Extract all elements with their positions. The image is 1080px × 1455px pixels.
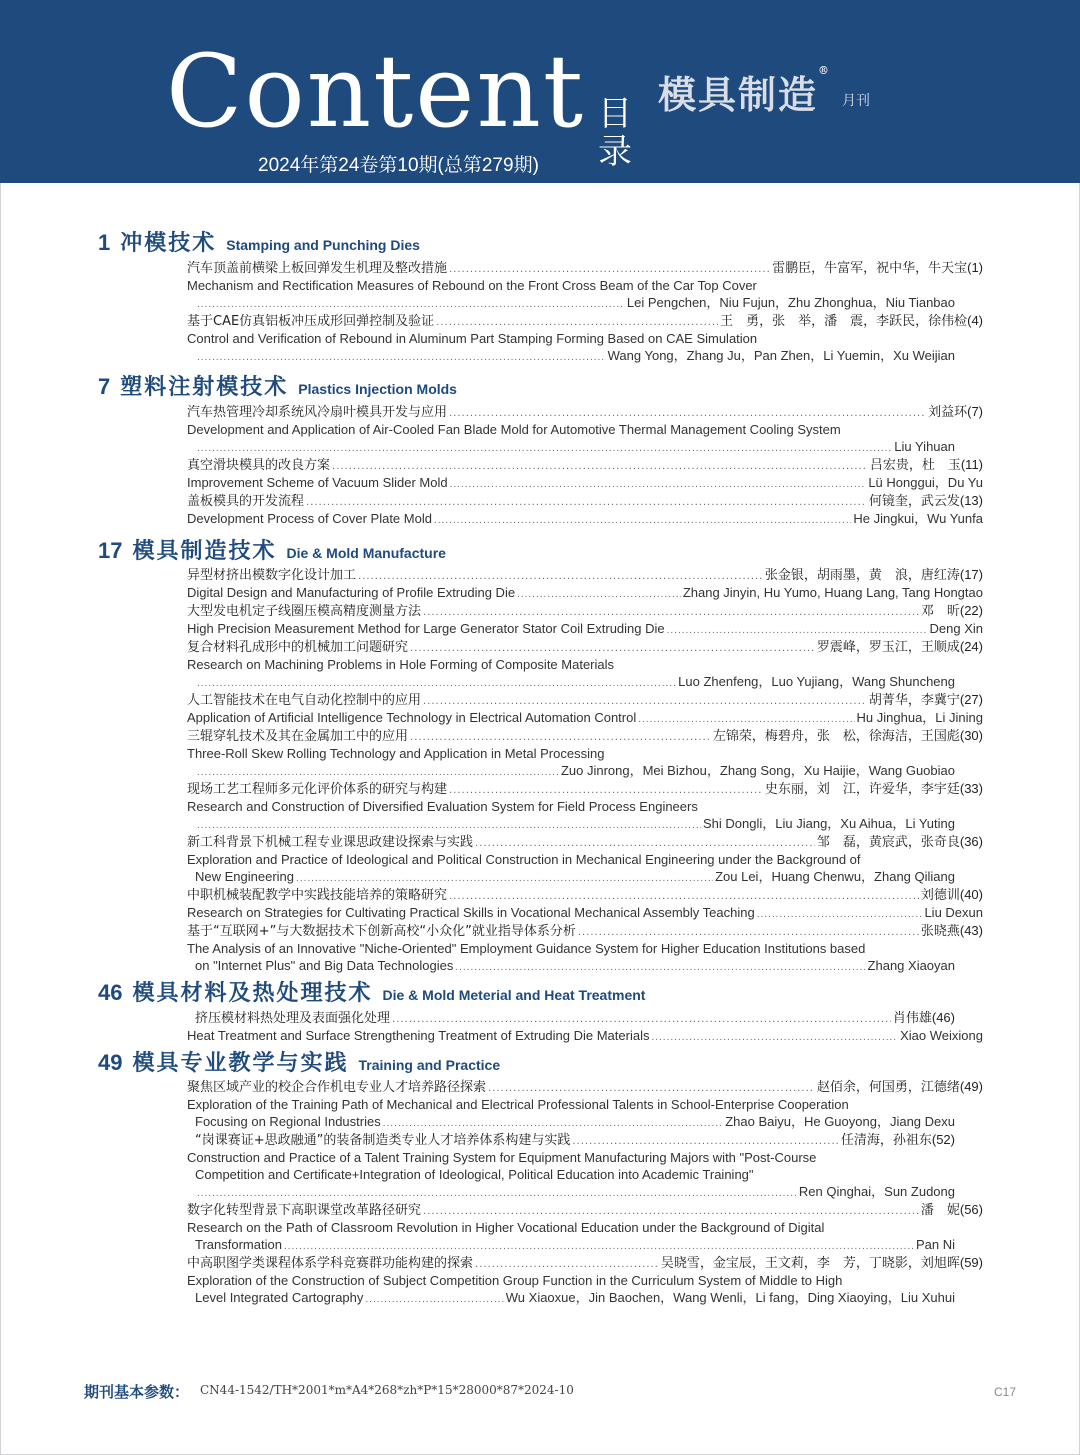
page-number: (4)	[967, 313, 983, 328]
article-title: Level Integrated Cartography	[195, 1290, 364, 1305]
article-title: Heat Treatment and Surface Strengthening Treatment of Extruding Die Materials	[187, 1028, 650, 1043]
dot-leader	[638, 711, 854, 727]
article-authors: Liu Yihuan	[894, 439, 955, 454]
toc-line	[195, 294, 955, 312]
toc-line	[187, 421, 983, 439]
dot-leader	[197, 764, 559, 780]
toc-line	[187, 1096, 983, 1114]
toc-line	[187, 1254, 983, 1272]
dot-leader	[197, 349, 606, 365]
toc-line	[187, 886, 983, 904]
registered-mark: ®	[818, 64, 832, 77]
article-authors: 罗震峰，罗玉江，王顺成	[816, 640, 960, 655]
dot-leader	[455, 959, 865, 975]
article-authors: 潘 妮	[920, 1203, 960, 1218]
section-heading	[98, 226, 420, 257]
page-number: (13)	[959, 493, 983, 508]
toc-line	[187, 474, 983, 492]
toc-line	[187, 277, 983, 295]
article-title: 中高职图学类课程体系学科竞赛群功能构建的探索	[187, 1256, 474, 1271]
article-authors: 雷鹏臣，牛富军，祝中华，牛天宝	[772, 261, 968, 276]
dot-leader	[488, 1080, 815, 1096]
dot-leader	[358, 568, 763, 584]
page-number: (7)	[967, 404, 983, 419]
article-authors: Zou Lei，Huang Chenwu，Zhang Qiliang	[715, 869, 955, 884]
page-code: C17	[994, 1385, 1017, 1399]
article-authors: Ren Qinghai，Sun Zudong	[798, 1184, 955, 1199]
article-authors: Wang Yong，Zhang Ju，Pan Zhen，Li Yuemin，Xu Weijian	[607, 348, 955, 363]
article-title: Mechanism and Rectification Measures of Rebound on the Front Cross Beam of the Car Top Cover	[187, 278, 757, 293]
section-title-en: Plastics Injection Molds	[298, 381, 457, 397]
article-authors: Zhao Baiyu，He Guoyong，Jiang Dexu	[725, 1114, 955, 1129]
article-title: 数字化转型背景下高职课堂改革路径研究	[187, 1203, 422, 1218]
article-title: “岗课赛证+思政融通”的装备制造类专业人才培养体系构建与实践	[195, 1133, 571, 1148]
toc-line	[187, 1272, 983, 1290]
toc-line	[187, 584, 983, 602]
article-title: Improvement Scheme of Vacuum Slider Mold	[187, 475, 448, 490]
article-authors: Xiao Weixiong	[900, 1028, 983, 1043]
section-number: 1	[98, 230, 111, 255]
article-title: Three-Roll Skew Rolling Technology and Application in Metal Processing	[187, 746, 605, 761]
toc-line	[187, 940, 983, 958]
cn-title: 目录	[598, 94, 632, 172]
article-authors: 张金银，胡雨墨，黄 浪，唐红涛	[764, 568, 960, 583]
article-title: Focusing on Regional Industries	[195, 1114, 381, 1129]
article-authors: 邹 磊，黄宸武，张奇良	[816, 835, 960, 850]
article-title: Research on the Path of Classroom Revolution in Higher Vocational Education under the Background of Digital	[187, 1220, 825, 1235]
page-number: (30)	[959, 728, 983, 743]
toc-line	[195, 1289, 955, 1307]
section-number: 7	[98, 374, 111, 399]
section-heading	[98, 1046, 500, 1077]
page-number: (59)	[959, 1255, 983, 1270]
toc-line	[187, 403, 983, 421]
article-authors: 史东丽，刘 江，许爱华，李宇廷	[764, 782, 960, 797]
footer-parameters: CN44-1542/TH*2001*m*A4*268*zh*P*15*28000*87*2024-10	[200, 1383, 574, 1397]
article-title: 现场工艺工程师多元化评价体系的研究与构建	[187, 782, 448, 797]
toc-line	[187, 691, 983, 709]
article-authors: Shi Dongli，Liu Jiang，Xu Aihua，Li Yuting	[703, 816, 955, 831]
article-title: 中职机械装配教学中实践技能培养的策略研究	[187, 888, 448, 903]
toc-line	[187, 745, 983, 763]
toc-line	[187, 312, 983, 330]
section-title-en: Training and Practice	[358, 1057, 501, 1073]
article-authors: 王 勇，张 举，潘 震，李跃民，徐伟检	[720, 314, 968, 329]
article-title: Digital Design and Manufacturing of Profile Extruding Die	[187, 585, 516, 600]
dot-leader	[197, 296, 625, 312]
journal-brand-sub: 月刊	[842, 93, 870, 109]
dot-leader	[392, 1011, 891, 1027]
dot-leader	[197, 817, 701, 833]
toc-line	[195, 1131, 955, 1149]
page-number: (52)	[931, 1132, 955, 1147]
article-authors: 胡菁华，李冀宁	[868, 693, 960, 708]
toc-line	[187, 709, 983, 727]
article-title: 异型材挤出模数字化设计加工	[187, 568, 357, 583]
article-title: Control and Verification of Rebound in Aluminum Part Stamping Forming Based on CAE Simulation	[187, 331, 758, 346]
section-number: 49	[98, 1050, 123, 1075]
footer-label: 期刊基本参数：	[84, 1383, 190, 1401]
toc-line	[195, 815, 955, 833]
article-title: 大型发电机定子线圈压模高精度测量方法	[187, 604, 422, 619]
section-title-cn: 模具制造技术	[132, 539, 277, 564]
article-title: Research and Construction of Diversified Evaluation System for Field Process Engineers	[187, 799, 698, 814]
journal-brand-name: 模具制造	[658, 72, 819, 117]
article-authors: 左锦荣，梅碧舟，张 松，徐海洁，王国彪	[712, 729, 960, 744]
dot-leader	[197, 675, 676, 691]
header-banner	[0, 0, 1080, 183]
toc-line	[187, 259, 983, 277]
article-authors: Liu Dexun	[924, 905, 983, 920]
toc-line	[187, 492, 983, 510]
toc-line	[195, 1166, 955, 1184]
article-title: 基于CAE仿真铝板冲压成形回弹控制及验证	[187, 314, 435, 329]
section-heading	[98, 976, 645, 1007]
article-title: Application of Artificial Intelligence Technology in Electrical Automation Control	[187, 710, 637, 725]
toc-line	[187, 638, 983, 656]
toc-line	[187, 330, 983, 348]
toc-line	[187, 727, 983, 745]
toc-line	[187, 1149, 983, 1167]
dot-leader	[197, 1185, 797, 1201]
article-authors: 任清海，孙祖东	[840, 1133, 932, 1148]
dot-leader	[449, 261, 770, 277]
article-authors: 吴晓雪，金宝辰，王文莉，李 芳，丁晓影，刘旭晖	[660, 1256, 960, 1271]
article-title: Exploration and Practice of Ideological and Political Construction in Mechanical Engineering under the Background of	[187, 852, 861, 867]
article-authors: 肖伟雄	[892, 1011, 932, 1026]
toc-line	[195, 347, 955, 365]
article-authors: 吕宏贵，杜 玉	[869, 458, 961, 473]
dot-leader	[306, 494, 867, 510]
article-title: Research on Machining Problems in Hole Forming of Composite Materials	[187, 657, 615, 672]
article-authors: 赵佰余，何国勇，江德绪	[816, 1080, 960, 1095]
article-authors: He Jingkui，Wu Yunfa	[853, 511, 983, 526]
page-number: (46)	[931, 1010, 955, 1025]
dot-leader	[197, 440, 892, 456]
toc-line	[187, 904, 983, 922]
article-authors: Luo Zhenfeng，Luo Yujiang，Wang Shuncheng	[678, 674, 955, 689]
article-authors: 邓 昕	[920, 604, 960, 619]
page-number: (27)	[959, 692, 983, 707]
journal-brand	[658, 64, 831, 119]
article-authors: Lü Honggui，Du Yu	[868, 475, 983, 490]
page-number: (36)	[959, 834, 983, 849]
article-title: 挤压模材料热处理及表面强化处理	[195, 1011, 391, 1026]
dot-leader	[296, 870, 713, 886]
dot-leader	[449, 888, 919, 904]
dot-leader	[651, 1029, 898, 1045]
article-title: 汽车热管理冷却系统风冷扇叶模具开发与应用	[187, 405, 448, 420]
dot-leader	[423, 1203, 919, 1219]
dot-leader	[757, 906, 923, 922]
article-title: 真空滑块模具的改良方案	[187, 458, 331, 473]
toc-line	[187, 851, 983, 869]
toc-line	[195, 762, 955, 780]
article-authors: 刘益环	[928, 405, 968, 420]
dot-leader	[436, 314, 718, 330]
section-heading	[98, 370, 457, 401]
dot-leader	[449, 782, 763, 798]
page-number: (43)	[959, 923, 983, 938]
section-heading	[98, 534, 446, 565]
toc-line	[195, 1236, 955, 1254]
page-number: (11)	[960, 457, 983, 472]
article-title: on "Internet Plus" and Big Data Technologies	[195, 958, 454, 973]
dot-leader	[667, 622, 928, 638]
article-title: The Analysis of an Innovative "Niche-Oriented" Employment Guidance System for Higher Education Institutions based	[187, 941, 866, 956]
dot-leader	[284, 1238, 914, 1254]
article-title: Competition and Certificate+Integration of Ideological, Political Education into Academic Training"	[195, 1167, 754, 1182]
dot-leader	[475, 1256, 659, 1272]
article-authors: Wu Xiaoxue，Jin Baochen，Wang Wenli，Li fang，Ding Xiaoying，Liu Xuhui	[505, 1290, 955, 1305]
dot-leader	[450, 476, 867, 492]
section-title-en: Die & Mold Meterial and Heat Treatment	[382, 987, 646, 1003]
article-title: 三辊穿轧技术及其在金属加工中的应用	[187, 729, 409, 744]
dot-leader	[410, 729, 711, 745]
dot-leader	[434, 512, 851, 528]
page-number: (17)	[959, 567, 983, 582]
article-authors: Hu Jinghua，Li Jining	[856, 710, 983, 725]
page-number: (22)	[959, 603, 983, 618]
toc-line	[195, 1183, 955, 1201]
section-title-cn: 模具专业教学与实践	[132, 1051, 349, 1076]
page-number: (24)	[959, 639, 983, 654]
article-title: 新工科背景下机械工程专业课思政建设探索与实践	[187, 835, 474, 850]
section-number: 17	[98, 538, 123, 563]
toc-line	[187, 1201, 983, 1219]
toc-line	[187, 620, 983, 638]
toc-line	[187, 1219, 983, 1237]
toc-line	[187, 922, 983, 940]
toc-line	[187, 656, 983, 674]
article-title: Research on Strategies for Cultivating Practical Skills in Vocational Mechanical Assembly Teaching	[187, 905, 755, 920]
content-title: Content	[166, 33, 586, 150]
article-authors: Zhang Jinyin, Hu Yumo, Huang Lang, Tang Hongtao	[682, 585, 983, 600]
toc-line	[195, 438, 955, 456]
article-title: 人工智能技术在电气自动化控制中的应用	[187, 693, 422, 708]
toc-line	[195, 1009, 955, 1027]
page-number: (49)	[959, 1079, 983, 1094]
section-title-cn: 冲模技术	[120, 231, 217, 256]
dot-leader	[423, 693, 867, 709]
section-title-en: Die & Mold Manufacture	[286, 545, 446, 561]
toc-line	[187, 1078, 983, 1096]
article-title: Development Process of Cover Plate Mold	[187, 511, 432, 526]
section-title-en: Stamping and Punching Dies	[226, 237, 420, 253]
page-number: (56)	[959, 1202, 983, 1217]
toc-line	[187, 1027, 983, 1045]
toc-line	[187, 456, 983, 474]
page-number: (33)	[959, 781, 983, 796]
article-authors: 刘德训	[920, 888, 960, 903]
article-title: New Engineering	[195, 869, 295, 884]
dot-leader	[578, 924, 919, 940]
page-number: (40)	[959, 887, 983, 902]
article-title: Transformation	[195, 1237, 282, 1252]
toc-line	[187, 602, 983, 620]
toc-line	[187, 510, 983, 528]
toc-line	[195, 868, 955, 886]
dot-leader	[410, 640, 815, 656]
toc-line	[187, 833, 983, 851]
dot-leader	[517, 586, 681, 602]
article-title: 聚焦区域产业的校企合作机电专业人才培养路径探索	[187, 1080, 487, 1095]
article-title: High Precision Measurement Method for Large Generator Stator Coil Extruding Die	[187, 621, 665, 636]
article-authors: Zhang Xiaoyan	[867, 958, 955, 973]
dot-leader	[383, 1115, 723, 1131]
toc-line	[187, 780, 983, 798]
article-authors: Lei Pengchen，Niu Fujun，Zhu Zhonghua，Niu Tianbao	[626, 295, 955, 310]
issue-info: 2024年第24卷第10期(总第279期)	[258, 155, 539, 176]
article-title: 汽车顶盖前横梁上板回弹发生机理及整改措施	[187, 261, 448, 276]
dot-leader	[332, 458, 868, 474]
toc-line	[195, 957, 955, 975]
article-title: Exploration of the Construction of Subject Competition Group Function in the Curriculum System of Middle to High	[187, 1273, 843, 1288]
toc-line	[195, 1113, 955, 1131]
page-number: (1)	[967, 260, 983, 275]
article-title: Development and Application of Air-Cooled Fan Blade Mold for Automotive Thermal Management Cooling System	[187, 422, 841, 437]
dot-leader	[365, 1291, 503, 1307]
toc-line	[195, 673, 955, 691]
article-authors: Deng Xin	[929, 621, 983, 636]
toc-line	[187, 566, 983, 584]
toc-line	[187, 798, 983, 816]
article-title: Construction and Practice of a Talent Training System for Equipment Manufacturing Majors with "Post-Course	[187, 1150, 817, 1165]
article-authors: Zuo Jinrong，Mei Bizhou，Zhang Song，Xu Haijie，Wang Guobiao	[560, 763, 955, 778]
dot-leader	[449, 405, 926, 421]
section-title-cn: 模具材料及热处理技术	[132, 981, 373, 1006]
section-number: 46	[98, 980, 123, 1005]
article-authors: 张晓燕	[920, 924, 960, 939]
article-title: Exploration of the Training Path of Mechanical and Electrical Professional Talents in School-Enterprise Cooperation	[187, 1097, 849, 1112]
article-title: 盖板模具的开发流程	[187, 494, 305, 509]
article-title: 基于“互联网+”与大数据技术下创新高校“小众化”就业指导体系分析	[187, 924, 576, 939]
article-authors: Pan Ni	[915, 1237, 955, 1252]
dot-leader	[572, 1133, 838, 1149]
dot-leader	[475, 835, 815, 851]
article-title: 复合材料孔成形中的机械加工问题研究	[187, 640, 409, 655]
dot-leader	[423, 604, 919, 620]
section-title-cn: 塑料注射模技术	[120, 375, 289, 400]
article-authors: 何镜奎，武云发	[868, 494, 960, 509]
